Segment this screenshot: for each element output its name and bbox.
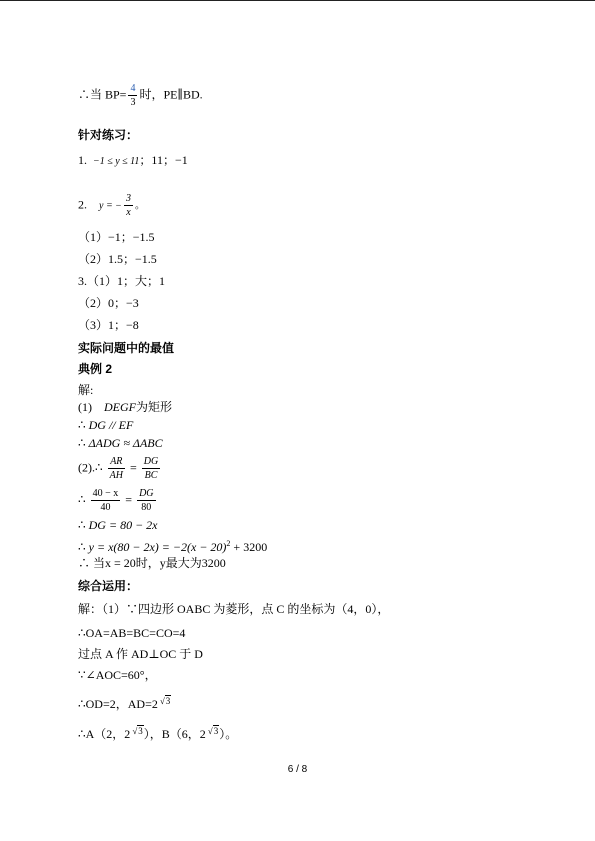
q2-numerator: 3 xyxy=(125,193,131,204)
step-4-fraction-right xyxy=(142,455,160,482)
practice-heading: 针对练习： xyxy=(78,128,139,142)
step-6-therefore: ∴ xyxy=(78,518,89,532)
step-5-fraction-right xyxy=(137,487,155,514)
synthesis-line-5 xyxy=(78,694,171,711)
synthesis-line-5-text: ∴OD=2，AD=2 xyxy=(78,697,158,711)
bp-line xyxy=(78,82,203,109)
step-7-tail: + 3200 xyxy=(230,540,268,554)
solution-label: 解: xyxy=(78,383,94,397)
step-5-den-left: 40 xyxy=(100,502,111,513)
step-1-rect: DEGF xyxy=(104,400,136,414)
sqrt-radicand: 3 xyxy=(165,696,171,706)
answer-3-1: 3.（1）1；大；1 xyxy=(78,274,166,288)
step-7 xyxy=(78,537,267,554)
step-7-exponent: 2 xyxy=(226,539,231,548)
step-3-expr: ΔADG ≈ ΔABC xyxy=(88,436,163,450)
step-2-expr: DG // EF xyxy=(88,418,134,432)
step-7-expr: y = x(80 − 2x) = −2(x − 20) xyxy=(88,540,227,554)
bp-suffix: 时，PE∥BD. xyxy=(139,87,203,102)
sqrt-radicand-b: 3 xyxy=(213,726,219,736)
bp-fraction xyxy=(128,82,137,109)
synthesis-heading: 综合运用： xyxy=(78,579,139,593)
point-b-end: ）。 xyxy=(219,727,238,741)
q1-rest: ；11；−1 xyxy=(139,153,188,167)
step-4-fraction-left xyxy=(108,455,125,482)
synthesis-line-6 xyxy=(78,724,237,741)
sqrt-symbol-a: √3 xyxy=(132,726,143,736)
answer-3-2: （2）0；−3 xyxy=(78,296,139,310)
step-5-fraction-left xyxy=(91,487,121,514)
answer-2 xyxy=(78,192,145,219)
sqrt-radicand-a: 3 xyxy=(138,726,143,736)
section-heading: 实际问题中的最值 xyxy=(78,341,175,355)
q2-end: 。 xyxy=(134,200,145,212)
step-3-therefore: ∴ xyxy=(78,436,89,450)
step-4-equals: = xyxy=(126,460,140,475)
step-5-num-right: DG xyxy=(139,488,154,499)
answer-3-3: （3）1；−8 xyxy=(78,318,139,332)
q2-denominator: x xyxy=(126,207,131,218)
step-4 xyxy=(78,455,162,482)
step-3 xyxy=(78,436,163,450)
step-5-prefix: ∴ xyxy=(78,492,89,507)
example-heading: 典例 2 xyxy=(78,362,113,376)
step-6-expr: DG = 80 − 2x xyxy=(88,518,158,532)
step-5-num-left: 40 − x xyxy=(92,488,119,499)
step-5-equals: = xyxy=(122,492,136,507)
step-4-num-right: DG xyxy=(143,456,159,467)
step-1 xyxy=(78,400,172,414)
step-6 xyxy=(78,518,158,532)
step-1-num: (1) xyxy=(78,400,92,414)
step-4-num-left: AR xyxy=(108,455,125,469)
sqrt-symbol: √3 xyxy=(159,696,171,706)
sqrt-symbol-b: √3 xyxy=(207,726,219,736)
synthesis-line-3: 过点 A 作 AD⊥OC 于 D xyxy=(78,647,203,661)
synthesis-line-1: 解：（1）∵四边形 OABC 为菱形，点 C 的坐标为（4，0）， xyxy=(78,602,390,616)
synthesis-line-2: ∴OA=AB=BC=CO=4 xyxy=(78,626,186,640)
bp-denominator: 3 xyxy=(130,97,136,108)
page-number: 6 / 8 xyxy=(287,764,308,775)
q2-label: 2. xyxy=(78,197,87,212)
point-a-text: ∴A（2，2 xyxy=(78,727,131,741)
step-8: ∴ 当x = 20时，y最大为3200 xyxy=(78,556,226,570)
answer-2-2: （2）1.5；−1.5 xyxy=(78,252,157,266)
step-1-text: 为矩形 xyxy=(136,400,173,414)
step-2-therefore: ∴ xyxy=(78,418,89,432)
point-b-text: ），B（6，2 xyxy=(143,727,206,741)
step-4-den-left: AH xyxy=(109,470,123,481)
top-border xyxy=(0,0,595,1)
q1-label: 1. xyxy=(78,153,87,167)
bp-numerator: 4 xyxy=(130,83,136,94)
q2-lhs: y = − xyxy=(99,200,122,212)
step-7-therefore: ∴ xyxy=(78,540,89,554)
step-4-den-right: BC xyxy=(144,470,158,481)
step-5-den-right: 80 xyxy=(141,502,152,513)
q2-fraction xyxy=(124,192,133,219)
bp-prefix: ∴当 BP= xyxy=(78,87,127,102)
step-4-prefix: (2).∴ xyxy=(78,460,106,475)
answer-2-1: （1）−1；−1.5 xyxy=(78,230,155,244)
q1-expression: −1 ≤ y ≤ 11 xyxy=(93,156,140,167)
synthesis-line-4: ∵∠AOC=60°， xyxy=(78,668,157,682)
answer-1 xyxy=(78,153,188,169)
step-2 xyxy=(78,418,133,432)
step-5 xyxy=(78,487,158,514)
